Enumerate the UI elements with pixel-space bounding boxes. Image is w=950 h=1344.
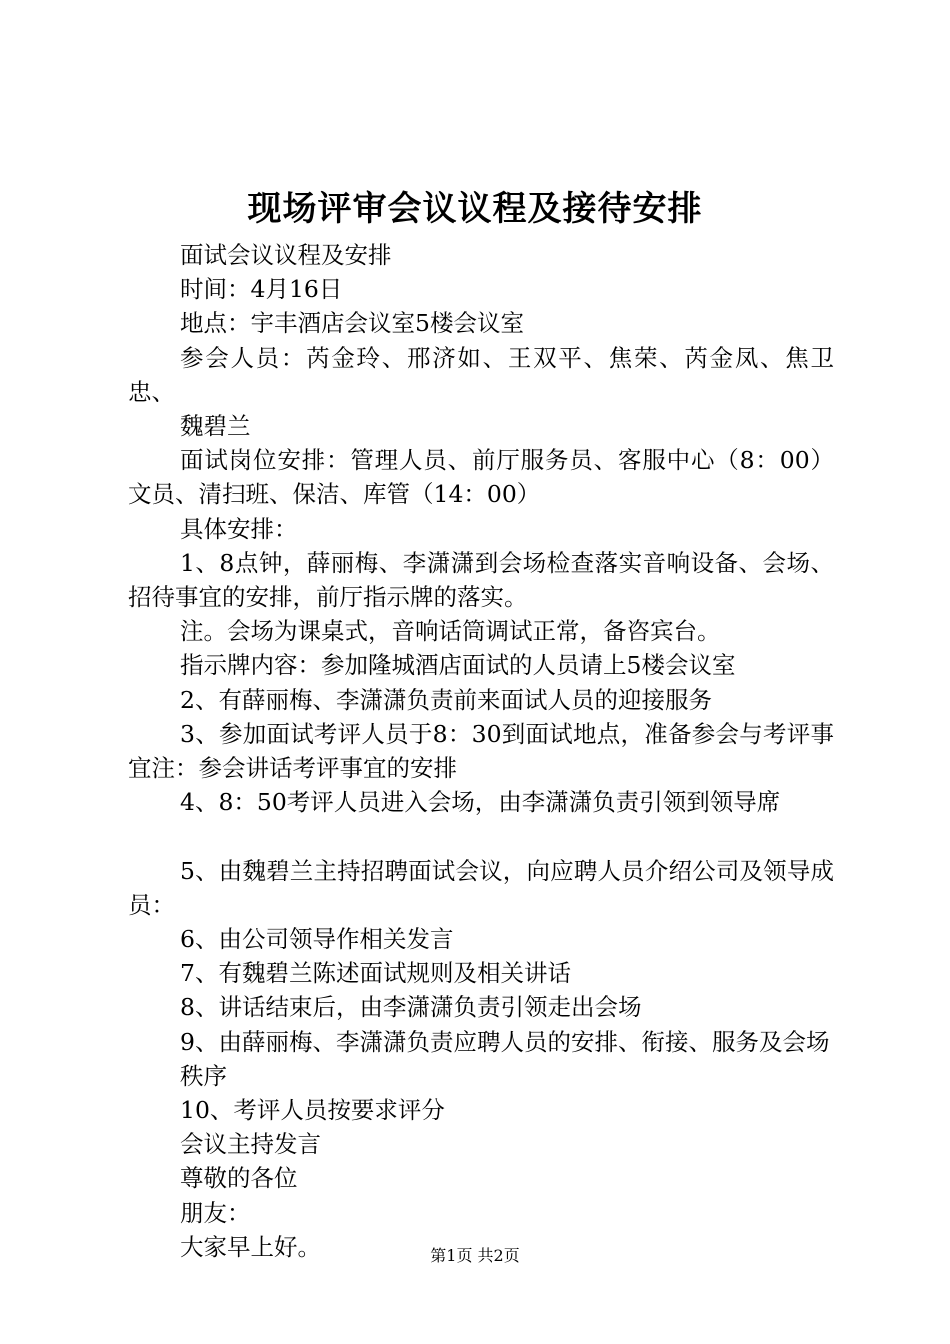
paragraph: 9、由薛丽梅、李潇潇负责应聘人员的安排、衔接、服务及会场 — [180, 1027, 830, 1056]
document-body — [128, 238, 834, 1264]
paragraph: 参会人员：芮金玲、邢济如、王双平、焦荣、芮金凤、焦卫忠、 — [128, 343, 834, 406]
paragraph: 秩序 — [180, 1061, 227, 1090]
paragraph: 6、由公司领导作相关发言 — [180, 925, 454, 954]
paragraph: 魏碧兰 — [180, 412, 251, 441]
paragraph: 时间：4月16日 — [180, 275, 343, 304]
paragraph: 指示牌内容：参加隆城酒店面试的人员请上5楼会议室 — [180, 651, 736, 680]
paragraph: 10、考评人员按要求评分 — [180, 1096, 445, 1125]
paragraph: 会议主持发言 — [180, 1130, 321, 1159]
paragraph: 大家早上好。 — [180, 1232, 321, 1261]
paragraph: 8、讲话结束后，由李潇潇负责引领走出会场 — [180, 993, 642, 1022]
paragraph: 4、8：50考评人员进入会场，由李潇潇负责引领到领导席 — [180, 788, 781, 817]
blank-line — [128, 819, 834, 853]
page-footer: 第1页 共2页 — [430, 1246, 520, 1265]
paragraph: 5、由魏碧兰主持招聘面试会议，向应聘人员介绍公司及领导成员： — [128, 856, 834, 919]
paragraph: 尊敬的各位 — [180, 1164, 298, 1193]
document-title: 现场评审会议议程及接待安排 — [247, 189, 703, 229]
paragraph: 7、有魏碧兰陈述面试规则及相关讲话 — [180, 959, 571, 988]
paragraph: 地点：宇丰酒店会议室5楼会议室 — [180, 309, 524, 338]
paragraph: 2、有薛丽梅、李潇潇负责前来面试人员的迎接服务 — [180, 685, 712, 714]
paragraph: 面试会议议程及安排 — [180, 241, 392, 269]
paragraph: 面试岗位安排：管理人员、前厅服务员、客服中心（8：00）文员、清扫班、保洁、库管（14：00） — [128, 446, 834, 509]
paragraph: 1、8点钟，薛丽梅、李潇潇到会场检查落实音响设备、会场、招待事宜的安排，前厅指示牌的落实。 — [128, 548, 834, 612]
paragraph: 3、参加面试考评人员于8：30到面试地点，准备参会与考评事宜注：参会讲话考评事宜的安排 — [128, 719, 834, 783]
paragraph: 具体安排： — [180, 514, 298, 543]
paragraph: 朋友： — [180, 1198, 251, 1227]
paragraph: 注。会场为课桌式，音响话筒调试正常，备咨宾台。 — [180, 617, 721, 646]
